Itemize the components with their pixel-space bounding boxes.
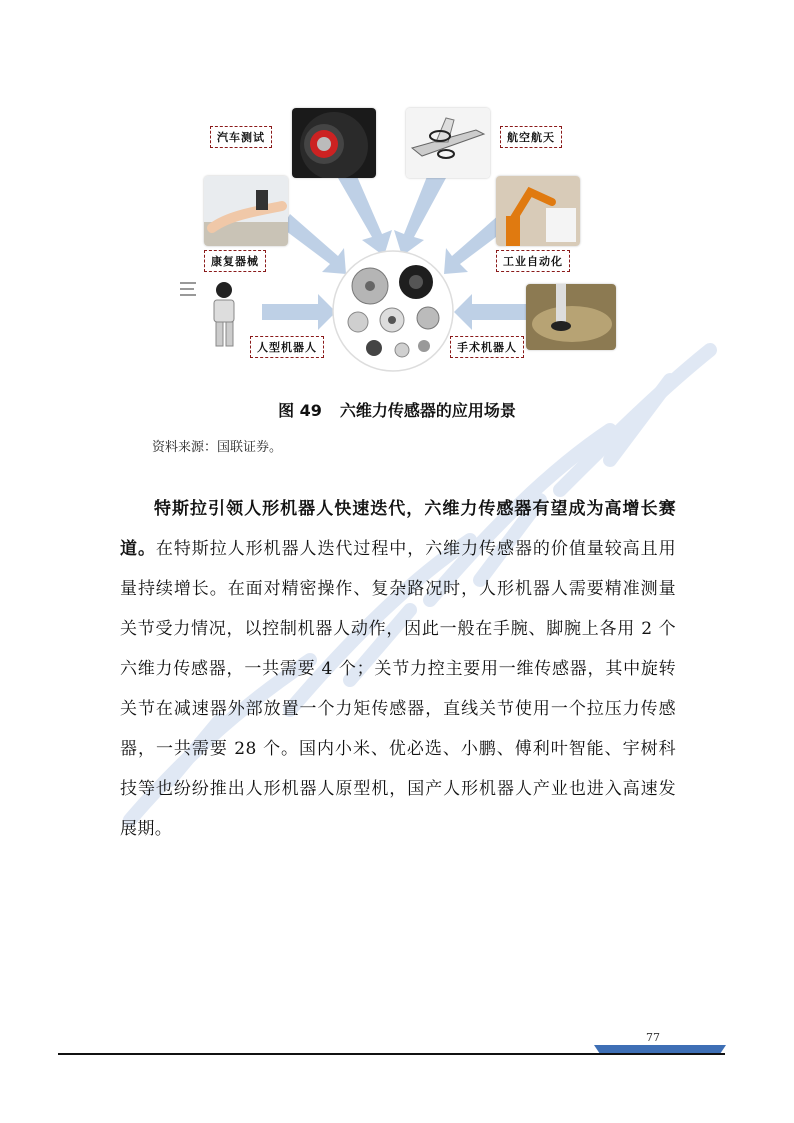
label-industrial: 工业自动化 — [496, 250, 570, 272]
lead-sentence: 特斯拉引领人形机器人快速迭代，六维力传感器有望成为高增长赛道。 — [120, 499, 676, 559]
humanoid-image — [176, 278, 246, 350]
label-humanoid: 人型机器人 — [250, 336, 324, 358]
label-auto-test: 汽车测试 — [210, 126, 272, 148]
footer-rule — [58, 1053, 725, 1055]
label-rehab: 康复器械 — [204, 250, 266, 272]
body-sentence: 在特斯拉人形机器人迭代过程中，六维力传感器的价值量较高且用量持续增长。在面对精密操作、复杂路况时，人形机器人需要精准测量关节受力情况，以控制机器人动作，因此一般在手腕、脚腕上各用 2 个六维力传感器，一共需要 4 个；关节力控主要用一维传感器，其中旋转关节在减速器外部放置一个力矩传感器，直线关节使用一个拉压力传感器，一共需要 28 个。国内小米、优必选、小鹏、傅利叶智能、宇树科技等也纷纷推出人形机器人原型机，国产人形机器人产业也进入高速发展期。 — [120, 539, 676, 839]
page-number: 77 — [646, 1031, 660, 1044]
caption-number: 图 49 — [278, 401, 322, 420]
surgical-image — [526, 284, 616, 350]
source-note: 资料来源：国联证券。 — [152, 440, 283, 455]
label-surgical: 手术机器人 — [450, 336, 524, 358]
rehab-image — [204, 176, 288, 246]
caption-title: 六维力传感器的应用场景 — [339, 401, 516, 420]
sensor-collection-image — [332, 250, 454, 372]
industrial-image — [496, 176, 580, 246]
application-figure — [170, 106, 620, 378]
body-paragraph — [120, 489, 676, 849]
auto-test-image — [292, 108, 376, 178]
figure-caption — [0, 398, 794, 421]
label-aerospace: 航空航天 — [500, 126, 562, 148]
aerospace-image — [406, 108, 490, 178]
